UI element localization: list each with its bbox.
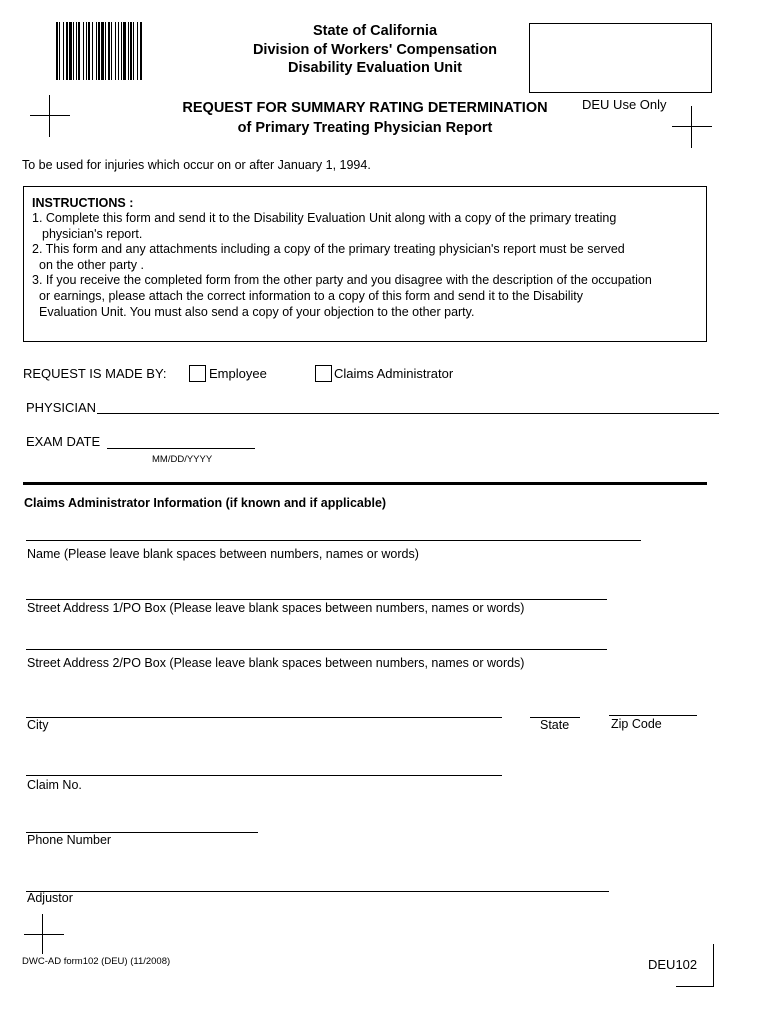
form-title-line1: REQUEST FOR SUMMARY RATING DETERMINATION — [182, 100, 548, 116]
instruction-line: Evaluation Unit. You must also send a copy of your objection to the other party. — [39, 305, 475, 319]
form-title — [160, 98, 570, 138]
barcode — [56, 22, 218, 80]
ca-city-label: City — [27, 718, 49, 732]
ca-name-field[interactable] — [26, 540, 641, 541]
employee-checkbox[interactable] — [189, 365, 206, 382]
registration-mark-top-left — [30, 95, 70, 137]
registration-mark-bottom-left — [24, 914, 64, 954]
registration-mark-top-right — [672, 106, 712, 148]
instruction-line: physician's report. — [42, 227, 143, 241]
instruction-line: or earnings, please attach the correct information to a copy of this form and send it to the Disability — [39, 289, 584, 303]
claims-admin-section-title: Claims Administrator Information (if known and if applicable) — [24, 496, 387, 510]
employee-option-label: Employee — [209, 366, 267, 381]
ca-zip-label: Zip Code — [611, 717, 662, 731]
request-made-by-label: REQUEST IS MADE BY: — [23, 366, 167, 381]
instructions-title: INSTRUCTIONS : — [32, 196, 134, 210]
ca-phone-label: Phone Number — [27, 833, 112, 847]
ca-zip-field[interactable] — [609, 715, 697, 716]
agency-line-division: Division of Workers' Compensation — [252, 41, 498, 58]
section-divider — [23, 482, 707, 485]
ca-adjustor-label: Adjustor — [27, 891, 73, 905]
ca-street1-label: Street Address 1/PO Box (Please leave blank spaces between numbers, names or words) — [27, 601, 525, 615]
form-title-line2: of Primary Treating Physician Report — [237, 120, 493, 136]
form-id-footer: DWC-AD form102 (DEU) (11/2008) — [22, 956, 171, 967]
claims-administrator-option-label: Claims Administrator — [334, 366, 454, 381]
physician-label: PHYSICIAN — [26, 400, 97, 415]
exam-date-format-hint: MM/DD/YYYY — [152, 454, 213, 465]
instruction-line: 1. Complete this form and send it to the Disability Evaluation Unit along with a copy of the primary treating — [32, 211, 617, 225]
form-code-footer: DEU102 — [648, 957, 698, 972]
ca-street2-field[interactable] — [26, 649, 607, 650]
instruction-line: on the other party . — [39, 258, 144, 272]
ca-street2-label: Street Address 2/PO Box (Please leave blank spaces between numbers, names or words) — [27, 656, 525, 670]
agency-line-state: State of California — [312, 23, 438, 39]
claims-administrator-checkbox[interactable] — [315, 365, 332, 382]
deu-use-box — [529, 23, 712, 93]
intro-text: To be used for injuries which occur on or after January 1, 1994. — [22, 158, 371, 172]
ca-street1-field[interactable] — [26, 599, 607, 600]
agency-header — [200, 22, 550, 78]
ca-claim-no-label: Claim No. — [27, 778, 82, 792]
instruction-line: 3. If you receive the completed form from the other party and you disagree with the description of the occupation — [32, 273, 652, 287]
deu-use-only-label: DEU Use Only — [582, 97, 667, 112]
exam-date-label: EXAM DATE — [26, 434, 101, 449]
agency-line-unit: Disability Evaluation Unit — [287, 60, 463, 76]
exam-date-field[interactable] — [107, 448, 255, 449]
ca-state-label: State — [540, 718, 570, 732]
ca-name-label: Name (Please leave blank spaces between numbers, names or words) — [27, 547, 419, 561]
ca-adjustor-field[interactable] — [26, 891, 609, 892]
ca-claim-no-field[interactable] — [26, 775, 502, 776]
physician-field[interactable] — [97, 413, 719, 414]
ca-city-field[interactable] — [26, 717, 502, 718]
instruction-line: 2. This form and any attachments including a copy of the primary treating physician's report must be served — [32, 242, 625, 256]
